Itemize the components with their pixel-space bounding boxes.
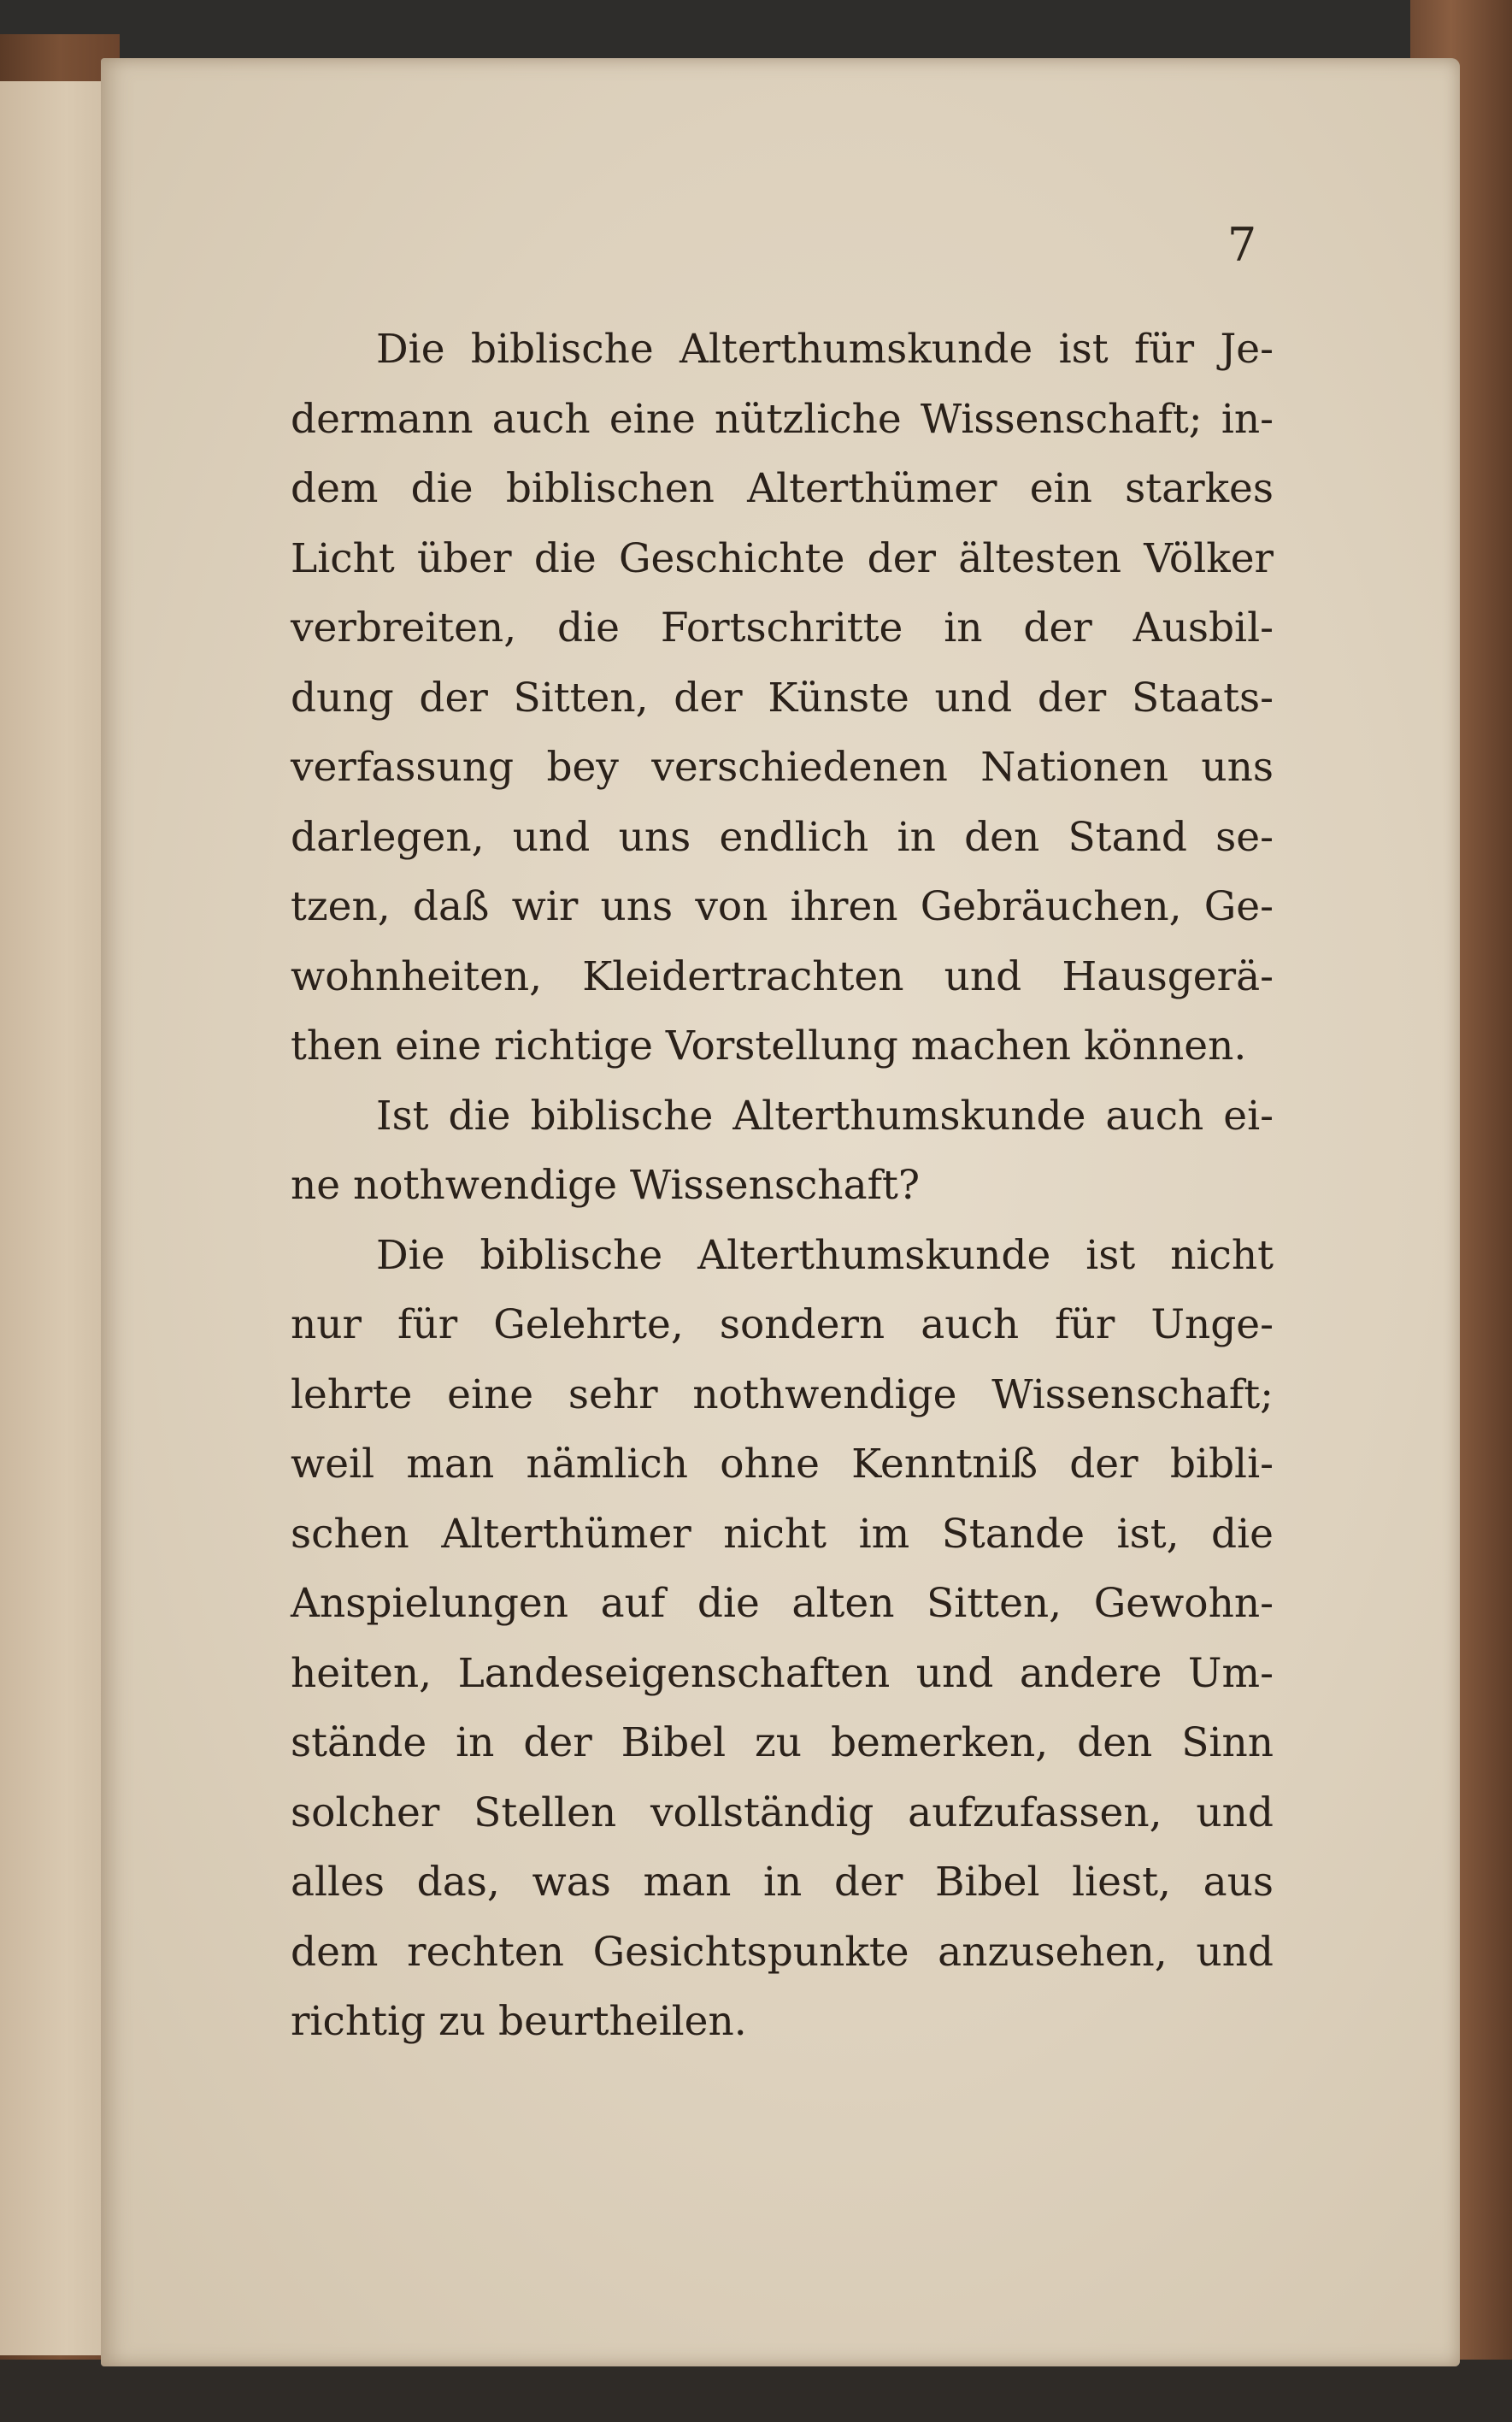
paragraph	[291, 1221, 1274, 2057]
scanner-background-bottom	[0, 2360, 1512, 2422]
page-text	[291, 315, 1274, 2057]
paragraph	[291, 315, 1274, 1081]
text-line: lehrte eine sehr nothwendige Wissenschaft;	[291, 1370, 1274, 1418]
facing-page-sliver	[0, 81, 114, 2355]
text-line: tzen, daß wir uns von ihren Gebräuchen, Ge-	[291, 883, 1274, 930]
text-line: richtig zu beurtheilen.	[291, 1998, 747, 2045]
text-line: Licht über die Geschichte der ältesten Völker	[291, 534, 1274, 582]
text-line: darlegen, und uns endlich in den Stand se-	[291, 813, 1274, 861]
paragraph-question	[291, 1081, 1274, 1221]
text-line: Die biblische Alterthumskunde ist für Je-	[376, 326, 1274, 373]
text-line: verbreiten, die Fortschritte in der Ausbil-	[291, 604, 1274, 651]
text-line: dem rechten Gesichtspunkte anzusehen, und	[291, 1928, 1274, 1976]
text-line: weil man nämlich ohne Kenntniß der bibli-	[291, 1441, 1274, 1488]
text-line: verfassung bey verschiedenen Nationen uns	[291, 744, 1274, 791]
text-line: dem die biblischen Alterthümer ein starkes	[291, 465, 1274, 512]
text-line: nur für Gelehrte, sondern auch für Unge-	[291, 1301, 1274, 1348]
text-line: alles das, was man in der Bibel liest, aus	[291, 1859, 1274, 1906]
text-line: schen Alterthümer nicht im Stande ist, die	[291, 1510, 1274, 1558]
text-line: dung der Sitten, der Künste und der Staats-	[291, 674, 1274, 722]
text-line: stände in der Bibel zu bemerken, den Sinn	[291, 1719, 1274, 1766]
text-line: Anspielungen auf die alten Sitten, Gewohn-	[291, 1580, 1274, 1627]
text-line: dermann auch eine nützliche Wissenschaft; in-	[291, 395, 1274, 443]
text-line: heiten, Landeseigenschaften und andere Um-	[291, 1649, 1274, 1697]
text-line: Die biblische Alterthumskunde ist nicht	[376, 1231, 1274, 1279]
text-line: Ist die biblische Alterthumskunde auch ei-	[376, 1092, 1274, 1140]
page-number: 7	[1227, 218, 1257, 272]
text-line: ne nothwendige Wissenschaft?	[291, 1162, 921, 1209]
text-line: wohnheiten, Kleidertrachten und Hausgerä-	[291, 952, 1274, 1000]
text-line: then eine richtige Vorstellung machen können.	[291, 1022, 1247, 1070]
text-line: solcher Stellen vollständig aufzufassen, und	[291, 1789, 1274, 1836]
